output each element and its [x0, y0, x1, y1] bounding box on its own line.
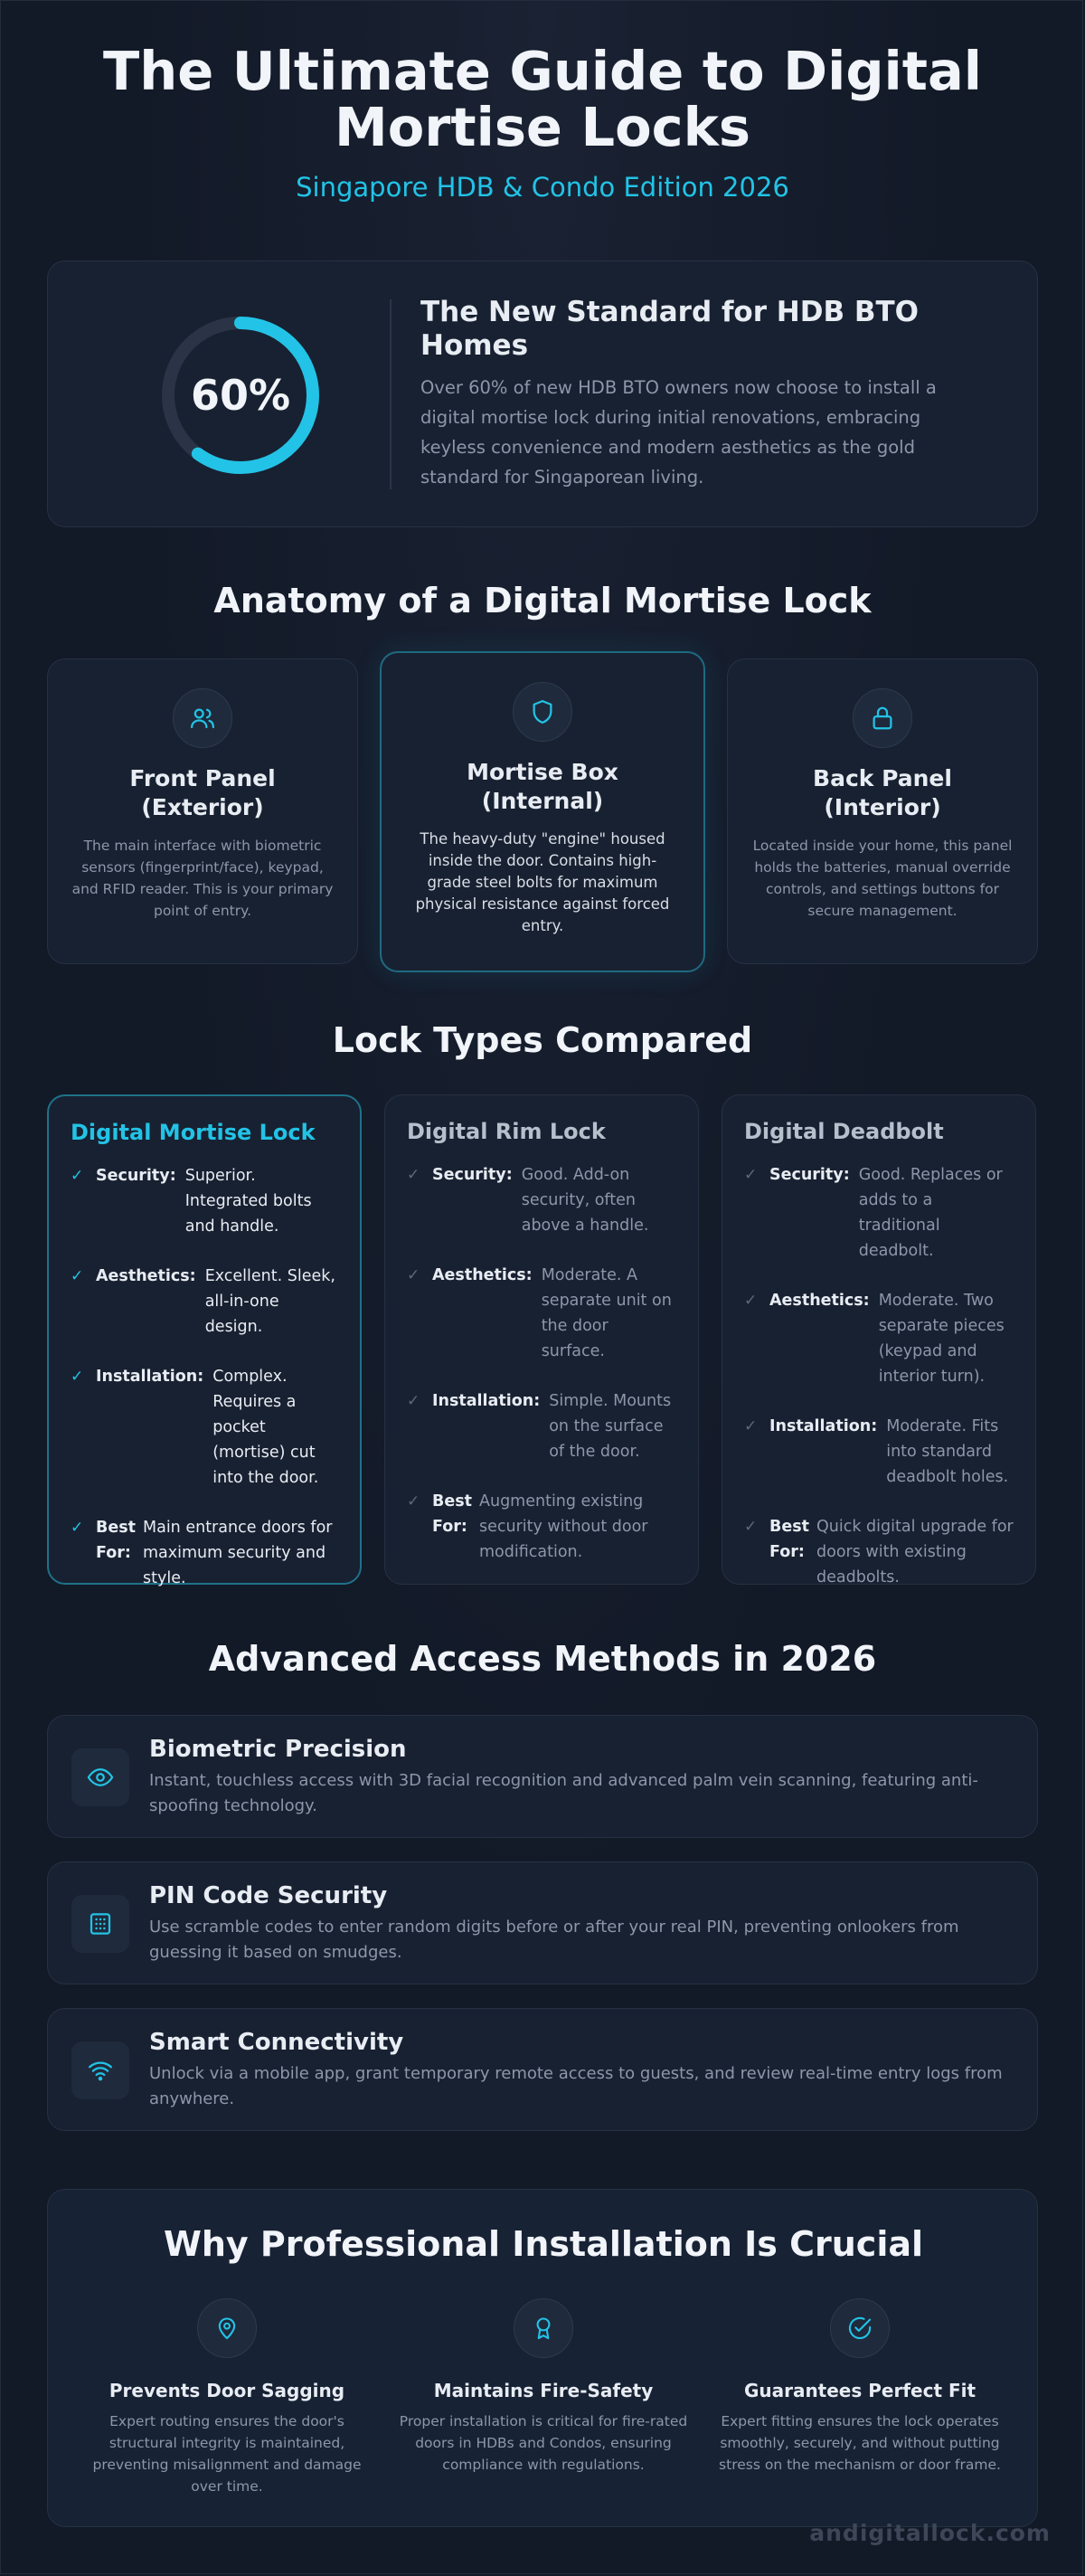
row-label: Best For:	[769, 1518, 809, 1561]
check-icon: ✓	[744, 1166, 758, 1184]
row-value: Moderate. A separate unit on the door surface.	[541, 1266, 672, 1360]
list-item	[407, 1489, 676, 1565]
installation-feature	[390, 2298, 697, 2476]
list-item	[407, 1263, 676, 1364]
anatomy-card-body: The main interface with biometric sensors (fingerprint/face), keypad, and RFID reader. This is your primary point of entry.	[71, 838, 334, 919]
check-icon: ✓	[407, 1166, 420, 1184]
page-subtitle: Singapore HDB & Condo Edition 2026	[296, 172, 789, 203]
list-item	[71, 1515, 338, 1591]
access-card-body: Unlock via a mobile app, grant temporary remote access to guests, and review real-time entry logs from anywhere.	[149, 2064, 1003, 2108]
anatomy-card-body: The heavy-duty "engine" housed inside the door. Contains high-grade steel bolts for maximum physical resistance against forced entry.	[415, 830, 670, 934]
row-label: Aesthetics:	[432, 1266, 533, 1284]
anatomy-title: Anatomy of a Digital Mortise Lock	[213, 581, 872, 620]
check-icon: ✓	[744, 1518, 758, 1536]
installation-feature-body: Proper installation is critical for fire-rated doors in HDBs and Condos, ensuring compliance with regulations.	[399, 2413, 688, 2473]
installation-title: Why Professional Installation Is Crucial	[163, 2224, 924, 2264]
keypad-icon	[71, 1895, 129, 1953]
wifi-icon	[71, 2041, 129, 2099]
check-icon: ✓	[407, 1392, 420, 1410]
stat-body: Over 60% of new HDB BTO owners now choose to install a digital mortise lock during initial renovations, embracing keyless convenience and modern aesthetics as the gold standard for Singaporean living.	[420, 377, 937, 488]
access-title: Advanced Access Methods in 2026	[208, 1639, 877, 1679]
list-item	[407, 1388, 676, 1464]
access-card-smart	[47, 2008, 1038, 2131]
row-value: Complex. Requires a pocket (mortise) cut into the door.	[212, 1368, 319, 1487]
row-label: Installation:	[432, 1392, 541, 1410]
list-item	[71, 1163, 338, 1239]
anatomy-card-front-panel	[47, 658, 358, 964]
anatomy-card-mortise-box	[380, 651, 705, 972]
row-value: Good. Add-on security, often above a handle.	[521, 1166, 649, 1235]
row-label: Security:	[96, 1167, 176, 1185]
row-value: Main entrance doors for maximum security and style.	[143, 1519, 333, 1587]
map-pin-icon	[197, 2298, 257, 2358]
installation-feature-body: Expert fitting ensures the lock operates smoothly, securely, and without putting stress on the mechanism or door frame.	[719, 2413, 1001, 2473]
access-card-body: Instant, touchless access with 3D facial recognition and advanced palm vein scanning, featuring anti-spoofing technology.	[149, 1771, 978, 1815]
lock-icon	[853, 688, 912, 748]
row-value: Superior. Integrated bolts and handle.	[184, 1167, 312, 1236]
row-label: Aesthetics:	[96, 1267, 196, 1285]
installation-feature	[73, 2298, 381, 2497]
check-icon: ✓	[407, 1266, 420, 1284]
stat-heading: The New Standard for HDB BTO Homes	[420, 296, 920, 362]
row-value: Moderate. Two separate pieces (keypad and interior turn).	[878, 1292, 1005, 1386]
stat-card	[47, 260, 1038, 527]
row-label: Aesthetics:	[769, 1292, 870, 1310]
anatomy-card-title: Back Panel (Interior)	[813, 765, 952, 820]
anatomy-card-title: Mortise Box (Internal)	[467, 759, 618, 814]
row-value: Excellent. Sleek, all-in-one design.	[204, 1267, 335, 1336]
row-label: Security:	[769, 1166, 850, 1184]
check-icon: ✓	[71, 1267, 84, 1285]
row-label: Installation:	[96, 1368, 204, 1386]
installation-feature	[706, 2298, 1014, 2476]
check-icon: ✓	[71, 1167, 84, 1185]
access-card-title: Biometric Precision	[149, 1736, 407, 1763]
check-icon: ✓	[71, 1368, 84, 1386]
stat-divider	[390, 299, 392, 489]
lock-type-card-mortise	[47, 1094, 362, 1585]
hero	[0, 40, 1085, 203]
installation-feature-title: Prevents Door Sagging	[108, 2380, 345, 2401]
lock-type-name: Digital Rim Lock	[407, 1119, 606, 1144]
list-item	[744, 1514, 1014, 1590]
row-value: Moderate. Fits into standard deadbolt holes.	[886, 1417, 1009, 1486]
types-title: Lock Types Compared	[332, 1020, 753, 1060]
installation-feature-title: Guarantees Perfect Fit	[743, 2380, 976, 2401]
eye-icon	[71, 1748, 129, 1806]
access-card-title: PIN Code Security	[149, 1882, 388, 1909]
users-icon	[173, 688, 232, 748]
page-title-line1: The Ultimate Guide to Digital	[102, 40, 983, 102]
list-item	[744, 1288, 1014, 1389]
row-value: Quick digital upgrade for doors with existing deadbolts.	[816, 1518, 1014, 1586]
installation-section	[47, 2189, 1038, 2527]
anatomy-card-body: Located inside your home, this panel holds the batteries, manual override controls, and settings buttons for secure management.	[752, 838, 1013, 919]
check-icon: ✓	[744, 1417, 758, 1435]
anatomy-card-title: Front Panel (Exterior)	[129, 765, 276, 820]
lock-type-list	[407, 1162, 676, 1565]
access-card-body: Use scramble codes to enter random digits before or after your real PIN, preventing onlookers from guessing it based on smudges.	[149, 1918, 959, 1962]
row-value: Augmenting existing security without door modification.	[479, 1492, 648, 1561]
page-title-line2: Mortise Locks	[335, 96, 750, 158]
row-label: Best For:	[432, 1492, 472, 1536]
stat-percent: 60%	[190, 371, 291, 420]
row-label: Best For:	[96, 1519, 136, 1562]
installation-feature-title: Maintains Fire-Safety	[433, 2380, 654, 2401]
lock-type-name: Digital Mortise Lock	[71, 1120, 316, 1145]
page-title	[0, 40, 1085, 158]
check-icon: ✓	[71, 1519, 84, 1537]
row-value: Simple. Mounts on the surface of the door.	[549, 1392, 672, 1461]
check-icon: ✓	[744, 1292, 758, 1310]
list-item	[407, 1162, 676, 1238]
lock-type-card-deadbolt	[722, 1094, 1036, 1585]
list-item	[744, 1414, 1014, 1490]
lock-type-name: Digital Deadbolt	[744, 1119, 944, 1144]
anatomy-card-back-panel	[727, 658, 1038, 964]
list-item	[71, 1364, 338, 1491]
access-card-title: Smart Connectivity	[149, 2029, 404, 2056]
access-card-biometric	[47, 1715, 1038, 1838]
lock-type-list	[71, 1163, 338, 1591]
check-circle-icon	[830, 2298, 890, 2358]
shield-icon	[513, 682, 572, 742]
row-label: Security:	[432, 1166, 513, 1184]
award-icon	[514, 2298, 573, 2358]
footer-brand: andigitallock.com	[809, 2520, 1051, 2546]
row-label: Installation:	[769, 1417, 878, 1435]
row-value: Good. Replaces or adds to a traditional deadbolt.	[858, 1166, 1003, 1260]
lock-type-list	[744, 1162, 1014, 1590]
list-item	[71, 1264, 338, 1340]
lock-type-card-rim	[384, 1094, 699, 1585]
installation-feature-body: Expert routing ensures the door's structural integrity is maintained, preventing misalignment and damage over time.	[92, 2413, 362, 2495]
access-card-pin	[47, 1861, 1038, 1984]
check-icon: ✓	[407, 1492, 420, 1511]
list-item	[744, 1162, 1014, 1264]
